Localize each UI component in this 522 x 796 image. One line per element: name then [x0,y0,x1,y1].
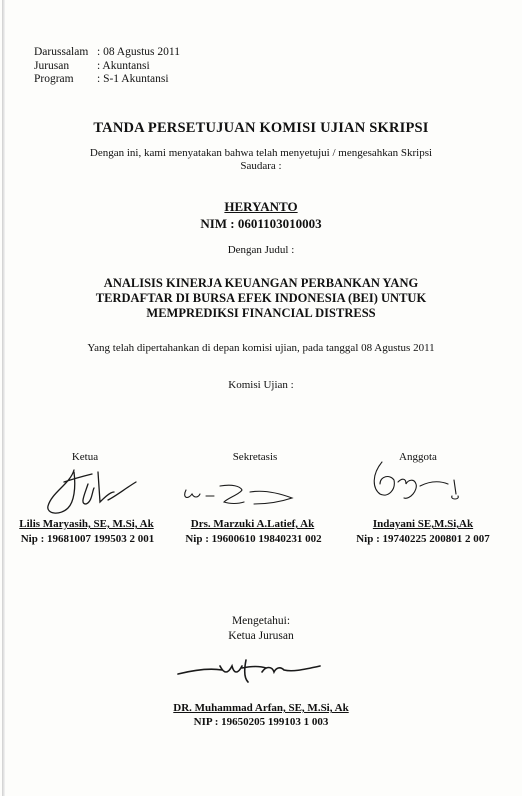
defended-statement: Yang telah dipertahankan di depan komisi ujian, pada tanggal 08 Agustus 2011 [87,342,435,354]
header-value: : 08 Agustus 2011 [97,46,180,58]
secretary-name: Drs. Marzuki A.Latief, Ak [190,518,315,530]
member-nip: Nip : 19740225 200801 2 007 [356,533,490,545]
student-name: HERYANTO [224,199,298,214]
committee-role-chair: Ketua [71,451,99,463]
header-value: : Akuntansi [97,59,150,72]
acknowledgement-block [0,614,522,644]
header-info [34,46,180,87]
chair-signature [40,462,140,520]
secretary-signature [180,478,300,512]
acknowledgement-label: Mengetahui: [231,615,291,627]
header-row-place [34,46,180,60]
head-signature [170,652,330,688]
head-name: DR. Muhammad Arfan, SE, M.Si, Ak [173,702,349,714]
header-value: : S-1 Akuntansi [97,73,169,85]
committee-label: Komisi Ujian : [228,379,294,391]
intro-line: Dengan ini, kami menyatakan bahwa telah menyetujui / mengesahkan Skripsi [89,147,433,159]
member-name: Indayani SE,M.Si,Ak [372,518,474,530]
thesis-title-line: MEMPREDIKSI FINANCIAL DISTRESS [146,306,376,320]
header-label: Jurusan [34,59,70,72]
secretary-nip: Nip : 19600610 19840231 002 [185,533,322,545]
thesis-title-line: TERDAFTAR DI BURSA EFEK INDONESIA (BEI) UNTUK [95,291,427,305]
committee-role-member: Anggota [399,451,437,463]
thesis-title [0,276,522,321]
head-of-department-label: Ketua Jurusan [228,630,294,642]
judul-label: Dengan Judul : [227,244,295,256]
intro-line: Saudara : [240,160,282,172]
student-nim: NIM : 0601103010003 [200,216,322,231]
committee-role-secretary: Sekretasis [232,451,278,463]
header-label: Program [34,73,74,85]
chair-nip: Nip : 19681007 199503 2 001 [20,533,155,545]
chair-name: Lilis Maryasih, SE, M.Si, Ak [19,518,154,530]
document-title: TANDA PERSETUJUAN KOMISI UJIAN SKRIPSI [93,120,429,136]
intro-text [0,147,522,173]
header-label: Darussalam [34,46,89,58]
header-row-program [34,73,180,87]
member-signature [366,456,476,506]
header-row-department [34,60,180,74]
head-nip: NIP : 19650205 199103 1 003 [193,716,329,728]
thesis-title-line: ANALISIS KINERJA KEUANGAN PERBANKAN YANG [103,276,419,290]
